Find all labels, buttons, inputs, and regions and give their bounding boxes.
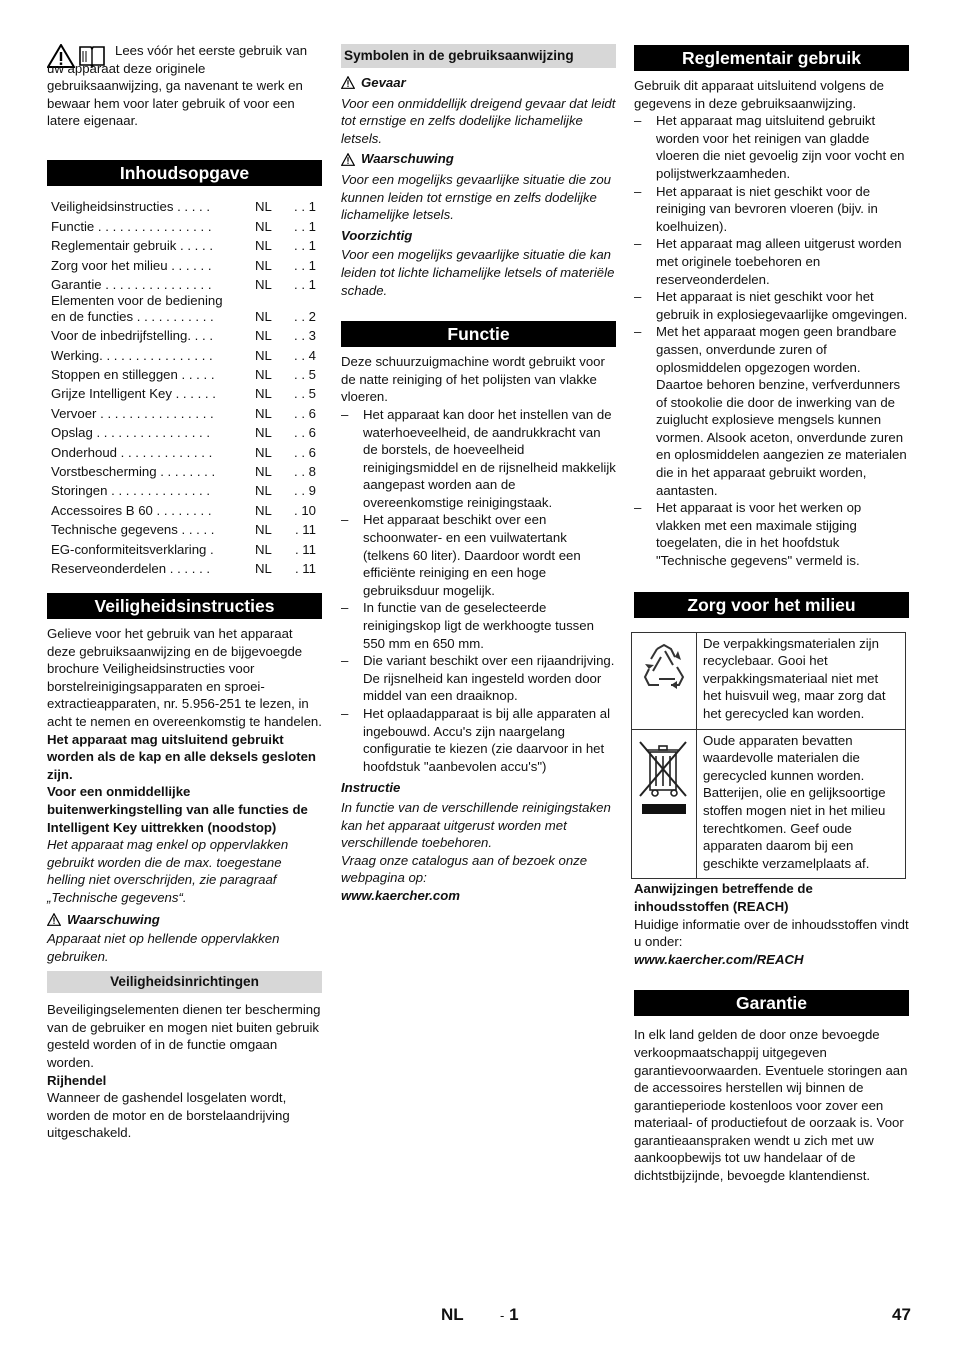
reach-link: www.kaercher.com/REACH bbox=[634, 951, 804, 967]
toc-row bbox=[47, 461, 322, 480]
toc-row bbox=[47, 422, 322, 441]
toc-page: . . 1 bbox=[294, 238, 316, 254]
usage-intro: Gebruik dit apparaat uitsluitend volgens de gegevens in deze gebruiksaanwijzing. bbox=[634, 78, 884, 111]
toc-language: NL bbox=[255, 218, 272, 234]
toc-title: Vorstbescherming . . . . . . . . bbox=[51, 464, 216, 480]
toc-row bbox=[47, 402, 322, 421]
toc-language: NL bbox=[255, 276, 272, 292]
toc-row bbox=[47, 499, 322, 518]
danger-label bbox=[341, 74, 616, 92]
toc-title: Veiligheidsinstructies . . . . . bbox=[51, 199, 211, 215]
toc-title: Reglementair gebruik . . . . . bbox=[51, 238, 213, 254]
environment-table bbox=[631, 632, 906, 880]
toc-title: Technische gegevens . . . . . bbox=[51, 522, 215, 538]
recycle-icon-cell bbox=[632, 632, 697, 729]
toc-row bbox=[47, 293, 322, 325]
toc-row bbox=[47, 383, 322, 402]
warranty-text: In elk land gelden de door onze bevoegde verkoopmaatschappij uitgegeven garantievoorwaarden. Eventuele storingen aan de accessoires herstellen wij binnen de garantieperiode kostenloos voor zover een materiaal- of productiefout de oorzaak is. Voor garantieaanspraken wendt u zich met uw aankoopbewijs tot uw handelaar of de dichtstbijzijnde, bevoegde klantendienst. bbox=[634, 1027, 908, 1184]
toc-language: NL bbox=[255, 541, 272, 557]
column-3 bbox=[634, 40, 909, 1185]
toc-language: NL bbox=[255, 561, 272, 576]
toc-language: NL bbox=[255, 238, 272, 254]
weee-text: Oude apparaten bevatten waardevolle materialen die gerecycled kunnen worden. Batterijen, olie en gelijksoortige stoffen mogen niet in het milieu terechtkomen. Geef oude apparaten daarom bij een geschikte verzamelplaats af. bbox=[697, 729, 906, 879]
rijhendel-label: Rijhendel bbox=[47, 1072, 107, 1088]
toc-row bbox=[47, 538, 322, 557]
toc-title: Onderhoud . . . . . . . . . . . . . bbox=[51, 444, 213, 460]
toc-language: NL bbox=[255, 328, 272, 344]
safety-closed-cover: Het apparaat mag uitsluitend gebruikt worden als de kap en alle deksels gesloten zijn. bbox=[47, 731, 316, 782]
crossed-bin-icon bbox=[636, 738, 692, 816]
warning-label bbox=[341, 150, 616, 168]
safety-intro: Gelieve voor het gebruik van het apparaat deze gebruiksaanwijzing en de bijgevoegde brochure Veiligheidsinstructies voor borstelreinigingsapparaten en sproei-extractieapparaten, nr. 5.956-251 te lezen, in acht te nemen en overeenkomstig te handelen. bbox=[47, 626, 322, 729]
toc-page: . 10 bbox=[294, 502, 316, 518]
usage-list bbox=[634, 112, 909, 376]
footer-section: - 1 bbox=[500, 1305, 519, 1324]
toc-heading: Inhoudsopgave bbox=[47, 160, 322, 186]
list-item: – Het apparaat mag uitsluitend gebruikt worden voor het reinigen van gladde vloeren die niet gevoelig zijn voor vocht en polijstwerkzaamheden. bbox=[634, 112, 909, 182]
function-intro: Deze schuurzuigmachine wordt gebruikt voor de natte reiniging of het polijsten van vlakke vloeren. bbox=[341, 354, 605, 405]
toc-row bbox=[47, 215, 322, 234]
toc-title: Accessoires B 60 . . . . . . . . bbox=[51, 502, 212, 518]
toc-page: . . 9 bbox=[294, 483, 316, 499]
warning-icon bbox=[341, 153, 355, 166]
list-item: – Het apparaat mag alleen uitgerust worden met originele toebehoren en reserveonderdelen. bbox=[634, 235, 909, 288]
safety-heading: Veiligheidsinstructies bbox=[47, 593, 322, 619]
rijhendel-text: Wanneer de gashendel losgelaten wordt, worden de motor en de borstelaandrijving uitgeschakeld. bbox=[47, 1090, 290, 1141]
toc-title: Storingen . . . . . . . . . . . . . . bbox=[51, 483, 211, 499]
toc-row bbox=[47, 254, 322, 273]
toc-page: . 11 bbox=[294, 561, 316, 576]
footer-language: NL bbox=[441, 1305, 464, 1324]
toc-page: . . 1 bbox=[294, 257, 316, 273]
intro-text: Lees vóór het eerste gebruik van uw apparaat deze originele gebruiksaanwijzing, ga navenant te werk en bewaar hem voor later gebruik of voor een latere eigenaar. bbox=[47, 43, 308, 129]
toc-page: . . 6 bbox=[294, 405, 316, 421]
toc-title: Functie . . . . . . . . . . . . . . . . bbox=[51, 218, 212, 234]
safety-warning-label bbox=[47, 911, 322, 929]
toc-title: Vervoer . . . . . . . . . . . . . . . . bbox=[51, 405, 214, 421]
toc-page: . . 1 bbox=[294, 199, 316, 215]
toc-page: . . 6 bbox=[294, 425, 316, 441]
toc-language: NL bbox=[255, 502, 272, 518]
list-item: – Die variant beschikt over een rijaandrijving. De rijsnelheid kan ingesteld worden door middel van een draaiknop. bbox=[341, 652, 616, 705]
weee-row bbox=[632, 729, 906, 879]
list-item: – Met het apparaat mogen geen brandbare gassen, onverdunde zuren of oplosmiddelen opgezogen worden. bbox=[634, 323, 909, 376]
list-item: – In functie van de geselecteerde reinigingskop ligt de werkhoogte tussen 550 mm en 650 mm. bbox=[341, 599, 616, 652]
catalog-text: Vraag onze catalogus aan of bezoek onze webpagina op: bbox=[341, 852, 588, 886]
list-item: – Het apparaat is niet geschikt voor het gebruik in explosiegevaarlijke omgevingen. bbox=[634, 288, 909, 323]
environment-heading: Zorg voor het milieu bbox=[634, 592, 909, 618]
usage-list-last bbox=[634, 499, 909, 569]
toc-page: . . 2 bbox=[294, 308, 316, 324]
danger-label-text: Gevaar bbox=[361, 75, 406, 90]
warning-text: Voor een mogelijks gevaarlijke situatie die zou kunnen leiden tot ernstige en zelfs dodelijke lichamelijke letsels. bbox=[341, 171, 612, 223]
toc-title: Werking. . . . . . . . . . . . . . . . bbox=[51, 347, 213, 363]
symbols-heading: Symbolen in de gebruiksaanwijzing bbox=[341, 44, 616, 68]
warning-label-text: Waarschuwing bbox=[67, 911, 160, 927]
toc-language: NL bbox=[255, 367, 272, 383]
toc-page: . . 5 bbox=[294, 367, 316, 383]
toc-title: Garantie . . . . . . . . . . . . . . . bbox=[51, 276, 212, 292]
toc-title: Stoppen en stilleggen . . . . . bbox=[51, 367, 215, 383]
list-item: – Het apparaat is niet geschikt voor de reiniging van bevroren vloeren (bijv. in koelhuizen). bbox=[634, 183, 909, 236]
usage-extra: Daartoe behoren benzine, verfverdunners of stookolie die door de inwerking van de zuiglucht explosieve mengsels kunnen vormen. Alsook aceton, onverdunde zuren en oplosmiddelen aangezien ze materialen die in het apparaat gebruikt worden, aantasten. bbox=[656, 377, 907, 498]
safety-emergency-stop: Voor een onmiddellijke buitenwerkingstelling van alle functies de Intelligent Key uittrekken (noodstop) bbox=[47, 784, 308, 835]
safety-devices-text: Beveiligingselementen dienen ter bescherming van de gebruiker en mogen niet buiten gebruik gesteld worden of in de functie omgaan worden. bbox=[47, 1002, 321, 1071]
toc-page: . 11 bbox=[294, 541, 316, 557]
toc-title: Grijze Intelligent Key . . . . . . bbox=[51, 386, 216, 402]
toc-page: . 11 bbox=[294, 522, 316, 538]
toc-language: NL bbox=[255, 405, 272, 421]
recycle-text: De verpakkingsmaterialen zijn recyclebaar. Gooi het verpakkingsmateriaal niet met het huisvuil weg, maar zorg dat het gerecycled kan worden. bbox=[697, 632, 906, 729]
recycle-row bbox=[632, 632, 906, 729]
toc-language: NL bbox=[255, 347, 272, 363]
list-item: – Het apparaat kan door het instellen van de waterhoeveelheid, de aandrukkracht van de borstels, de hoeveelheid reinigingsmiddel en de rijsnelheid makkelijk aangepast worden aan de overeenkomstige reinigingstaak. bbox=[341, 406, 616, 512]
website-link: www.kaercher.com bbox=[341, 887, 460, 903]
list-item: – Het oplaadapparaat is bij alle apparaten al ingebouwd. Accu's zijn naargelang configuratie te kiezen (zie daarvoor in het hoofdstuk "aanbevolen accu's") bbox=[341, 705, 616, 775]
toc-title: Zorg voor het milieu . . . . . . bbox=[51, 257, 212, 273]
toc-page: . . 6 bbox=[294, 444, 316, 460]
toc-language: NL bbox=[255, 483, 272, 499]
list-item: – Het apparaat beschikt over een schoonwater- en een vuilwatertank (telkens 60 liter). Daardoor wordt een efficiënte reiniging en een hoge gebruiksduur mogelijk. bbox=[341, 511, 616, 599]
toc-row bbox=[47, 441, 322, 460]
footer-section-number: 1 bbox=[504, 1305, 519, 1324]
toc-language: NL bbox=[255, 386, 272, 402]
column-2 bbox=[341, 40, 616, 905]
reach-heading: Aanwijzingen betreffende de inhoudsstoffen (REACH) bbox=[634, 881, 813, 914]
instruction-label: Instructie bbox=[341, 780, 401, 796]
toc-language: NL bbox=[255, 464, 272, 480]
safety-warning-text: Apparaat niet op hellende oppervlakken gebruiken. bbox=[47, 931, 280, 964]
toc-row bbox=[47, 344, 322, 363]
toc-title: Voor de inbedrijfstelling. . . . bbox=[51, 328, 214, 344]
usage-heading: Reglementair gebruik bbox=[634, 45, 909, 71]
toc-row bbox=[47, 274, 322, 293]
toc-page: . . 3 bbox=[294, 328, 316, 344]
toc-title: Opslag . . . . . . . . . . . . . . . . bbox=[51, 425, 211, 441]
warranty-heading: Garantie bbox=[634, 990, 909, 1016]
table-of-contents bbox=[47, 196, 322, 577]
reach-text: Huidige informatie over de inhoudsstoffen vindt u onder: bbox=[634, 916, 909, 950]
toc-language: NL bbox=[255, 522, 272, 538]
warning-label-text: Waarschuwing bbox=[361, 151, 454, 167]
toc-title: Reserveonderdelen . . . . . . bbox=[51, 561, 211, 576]
footer-page-number: 47 bbox=[892, 1305, 911, 1324]
instruction-text: In functie van de verschillende reinigingstaken kan het apparaat uitgerust worden met verschillende toebehoren. bbox=[341, 799, 611, 851]
toc-language: NL bbox=[255, 199, 272, 215]
toc-language: NL bbox=[255, 257, 272, 273]
list-item: – Het apparaat is voor het werken op vlakken met een maximale stijging toegelaten, die in het hoofdstuk "Technische gegevens" vermeld is. bbox=[634, 499, 909, 569]
toc-title: Elementen voor de bediening en de functies . . . . . . . . . . . bbox=[51, 292, 223, 324]
toc-page: . . 5 bbox=[294, 386, 316, 402]
toc-row bbox=[47, 519, 322, 538]
caution-label: Voorzichtig bbox=[341, 227, 413, 243]
toc-page: . . 4 bbox=[294, 347, 316, 363]
toc-language: NL bbox=[255, 444, 272, 460]
function-heading: Functie bbox=[341, 321, 616, 347]
toc-page: . . 8 bbox=[294, 464, 316, 480]
weee-icon-cell bbox=[632, 729, 697, 879]
toc-row bbox=[47, 364, 322, 383]
column-1 bbox=[47, 40, 322, 1142]
toc-row bbox=[47, 325, 322, 344]
toc-page: . . 1 bbox=[294, 218, 316, 234]
function-list bbox=[341, 406, 616, 775]
toc-title: EG-conformiteitsverklaring . bbox=[51, 541, 214, 557]
toc-row bbox=[47, 235, 322, 254]
safety-devices-heading: Veiligheidsinrichtingen bbox=[47, 971, 322, 993]
recycle-icon bbox=[637, 641, 691, 695]
danger-text: Voor een onmiddellijk dreigend gevaar dat leidt tot ernstige en zelfs dodelijke lichamelijke letsels. bbox=[341, 95, 616, 146]
toc-row bbox=[47, 558, 322, 577]
safety-slope-note: Het apparaat mag enkel op oppervlakken gebruikt worden die de max. toegestane helling niet overschrijden, zie paragraaf „Technische gegevens“. bbox=[47, 837, 289, 905]
toc-page: . . 1 bbox=[294, 276, 316, 292]
caution-text: Voor een mogelijks gevaarlijke situatie die kan leiden tot lichte lichamelijke letsels of materiële schade. bbox=[341, 247, 615, 298]
toc-row bbox=[47, 480, 322, 499]
warning-icon bbox=[47, 913, 61, 926]
toc-language: NL bbox=[255, 308, 272, 324]
toc-language: NL bbox=[255, 425, 272, 441]
toc-row bbox=[47, 196, 322, 215]
danger-icon bbox=[341, 76, 355, 89]
